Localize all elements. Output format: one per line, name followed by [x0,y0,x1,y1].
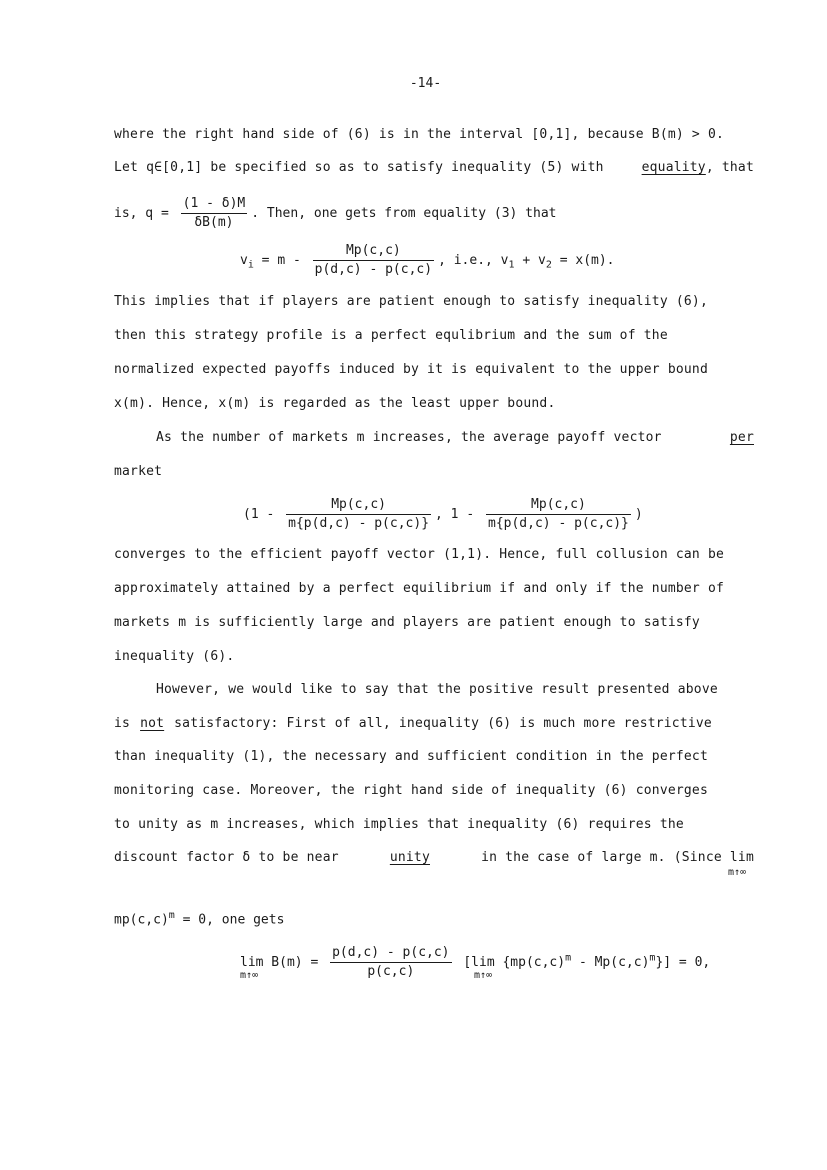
text-line [114,547,754,563]
fraction [330,945,451,980]
eq-sup: m [168,910,175,921]
line-text: This implies that if players are patient enough to satisfy inequality (6), [114,294,708,309]
text-line [114,783,754,799]
text-line [114,328,754,344]
line-text: , that [705,160,754,175]
eq-sub: 1 [508,259,515,271]
numerator: Mp(c,c) [486,497,631,515]
line-text: satisfactory: First of all, inequality (6) is much more restrictive [174,716,712,731]
text-line [114,581,754,597]
limit-subscript: m↑∞ [240,970,259,981]
line-text: inequality (6). [114,649,235,664]
eq-sup: m [565,952,572,964]
denominator: δB(m) [194,215,234,230]
line-text: where the right hand side of (6) is in the interval [0,1], because B(m) > 0. [114,127,725,142]
line-text: As the number of markets m increases, the average payoff vector [156,430,662,445]
eq-part: lim B(m) = [240,955,319,970]
eq-sub: i [247,259,254,271]
emphasis-per: per [729,430,754,445]
q-definition [114,196,557,231]
eq-sup: m [649,952,656,964]
line-text: in the case of large m. (Since lim [481,850,754,865]
line-text: normalized expected payoffs induced by it is equivalent to the upper bound [114,362,708,377]
text-line [114,127,754,143]
text-line [114,908,284,928]
eq-part: }] = 0, [655,955,711,970]
line-text: market [114,464,163,479]
text-line [114,749,754,765]
text-line [114,716,754,732]
fraction [313,243,434,278]
denominator: p(d,c) - p(c,c) [314,262,433,277]
denominator: p(c,c) [367,964,415,979]
text-line [114,160,754,176]
fraction [486,497,631,532]
limit-subscript: m↑∞ [728,867,747,878]
eq-part: + v [514,253,546,268]
line-text: markets m is sufficiently large and players are patient enough to satisfy [114,615,700,630]
text-line [114,649,754,665]
text-line [114,362,754,378]
line-text: is, q = [114,206,169,221]
eq-part: - Mp(c,c) [571,955,650,970]
text-line [114,817,754,833]
fraction [181,196,248,231]
line-text: x(m). Hence, x(m) is regarded as the least upper bound. [114,396,556,411]
emphasis-equality: equality [641,160,706,175]
limit-subscript: m↑∞ [474,970,493,981]
line-text: than inequality (1), the necessary and sufficient condition in the perfect [114,749,708,764]
text-line [114,396,754,412]
line-text: discount factor δ to be near [114,850,339,865]
eq-part: = x(m). [551,253,615,268]
eq-sub: 2 [545,259,552,271]
eq-part: [lim {mp(c,c) [463,955,566,970]
numerator: (1 - δ)M [181,196,248,214]
eq-part: (1 - [243,507,275,522]
line-text: . Then, one gets from equality (3) that [251,206,557,221]
line-text: to unity as m increases, which implies that inequality (6) requires the [114,817,684,832]
denominator: m{p(d,c) - p(c,c)} [288,516,430,531]
numerator: Mp(c,c) [313,243,434,261]
line-text: Let q∈[0,1] be specified so as to satisfy inequality (5) with [114,160,604,175]
line-text: converges to the efficient payoff vector (1,1). Hence, full collusion can be [114,547,725,562]
text-line [114,464,754,480]
text-line [114,850,754,866]
line-text: = 0, one gets [174,912,285,928]
line-text: is [114,716,131,731]
equation-average-payoff [243,497,643,532]
emphasis-not: not [140,716,165,731]
text-line [156,682,754,698]
eq-part: v [240,253,248,268]
numerator: Mp(c,c) [286,497,431,515]
text-line [114,615,754,631]
numerator: p(d,c) - p(c,c) [330,945,451,963]
eq-part: ) [634,507,643,522]
eq-part: , i.e., v [438,253,509,268]
line-text: monitoring case. Moreover, the right hand side of inequality (6) converges [114,783,708,798]
line-text: approximately attained by a perfect equilibrium if and only if the number of [114,581,725,596]
text-line [114,294,754,310]
line-text: mp(c,c) [114,912,169,928]
denominator: m{p(d,c) - p(c,c)} [488,516,629,531]
text-line [156,430,754,446]
line-text: However, we would like to say that the positive result presented above [156,682,718,697]
line-text: then this strategy profile is a perfect equlibrium and the sum of the [114,328,668,343]
fraction [286,497,431,532]
eq-part: = m - [253,253,301,268]
emphasis-unity: unity [389,850,430,865]
equation-v [240,243,615,278]
page-number: -14- [409,76,442,91]
eq-part: , 1 - [435,507,475,522]
